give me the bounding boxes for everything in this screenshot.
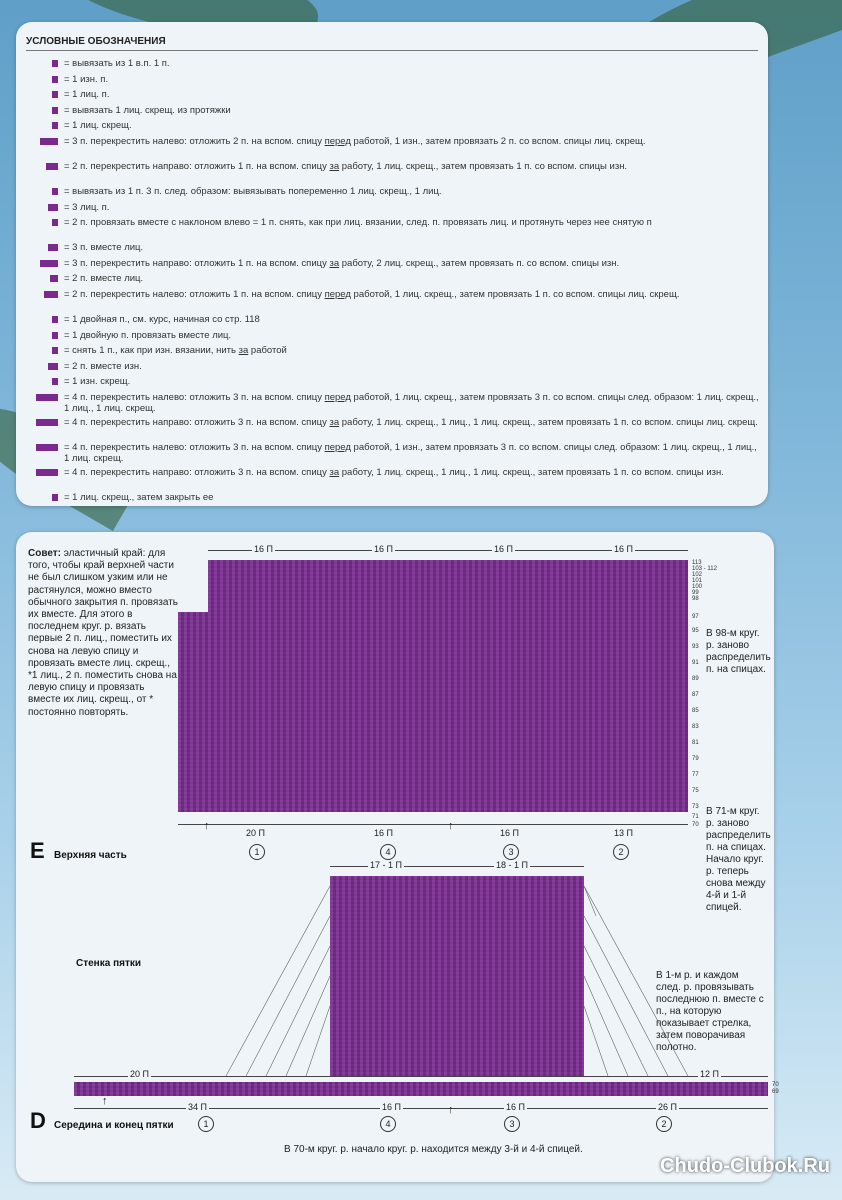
chart-e-row-number: 99 — [692, 590, 699, 596]
chart-d-title: Середина и конец пятки — [54, 1120, 174, 1131]
chart-d-top-dim: 12 П — [700, 1069, 719, 1079]
stitch-symbol-icon — [50, 275, 58, 282]
tip-label: Совет: — [28, 548, 62, 559]
chart-e-row-number: 101 — [692, 578, 703, 584]
chart-d-start-arrow-icon: ↑ — [102, 1095, 108, 1107]
legend-item-text: = 3 п. перекрестить налево: отложить 2 п. на вспом. спицу перед работой, 1 изн., затем провязать 2 п. со вспом. спицы лиц. скрещ. — [64, 136, 646, 147]
stitch-symbol-icon — [52, 316, 58, 323]
chart-e-bottom-dim: 13 П — [614, 828, 633, 838]
stitch-symbol-icon — [52, 107, 58, 114]
chart-e-title: Верхняя часть — [54, 850, 127, 861]
chart-e-row-number: 113 — [692, 560, 702, 566]
legend-item-text: = 1 лиц. скрещ., затем закрыть ее — [64, 492, 214, 503]
footnote: В 70-м круг. р. начало круг. р. находится между 3-й и 4-й спицей. — [284, 1144, 583, 1155]
chart-e-row-number: 71 — [692, 814, 699, 820]
chart-e-bottom-dim: 16 П — [374, 828, 393, 838]
chart-e-row-number: 98 — [692, 596, 699, 602]
legend-item-text: = 1 лиц. скрещ. — [64, 120, 132, 132]
chart-d-bottom-dim: 34 П — [188, 1102, 207, 1112]
chart-d-top-dim: 20 П — [130, 1069, 149, 1079]
chart-e-row-number: 85 — [692, 708, 699, 714]
legend-item-text: = 4 п. перекрестить налево: отложить 3 п. на вспом. спицу перед работой, 1 лиц. скрещ., затем провязать 3 п. со вспом. спицы след. образом: 1 лиц. скрещ., 1 лиц., 1 лиц. скрещ. — [64, 392, 759, 414]
stitch-symbol-icon — [36, 469, 58, 476]
chart-e-row-number: 87 — [692, 692, 699, 698]
chart-d-needle-label: 2 — [656, 1116, 672, 1132]
chart-e-bottom-dim: 20 П — [246, 828, 265, 838]
chart-d-letter: D — [30, 1108, 46, 1133]
chart-e-start-arrow-icon: ↑ — [204, 820, 210, 832]
chart-d-row-number: 69 — [772, 1089, 779, 1095]
legend-item-text: = вывязать 1 лиц. скрещ. из протяжки — [64, 104, 231, 116]
legend-title: УСЛОВНЫЕ ОБОЗНАЧЕНИЯ — [26, 36, 166, 47]
chart-e-bottom-dim: 16 П — [500, 828, 519, 838]
legend-item-text: = 1 изн. скрещ. — [64, 376, 131, 388]
chart-e-top-dim: 16 П — [374, 544, 393, 554]
stitch-symbol-icon — [52, 494, 58, 501]
stitch-symbol-icon — [52, 76, 58, 83]
chart-e-row-number: 91 — [692, 660, 699, 666]
chart-e-needle-label: 3 — [503, 844, 519, 860]
heel-wall-note: В 1-м р. и каждом след. р. провязывать последнюю п. вместе с п., на которую показывает стрелка, затем поворачивая полотно. — [656, 970, 764, 1053]
stitch-symbol-icon — [52, 60, 58, 67]
chart-e-row-number: 79 — [692, 756, 699, 762]
charts-panel — [16, 532, 779, 1182]
chart-e-row-number: 83 — [692, 724, 699, 730]
chart-e-row-number: 89 — [692, 676, 699, 682]
chart-d-top-dimension-line — [74, 1076, 768, 1077]
legend-item-text: = 4 п. перекрестить направо: отложить 3 п. на вспом. спицу за работу, 1 лиц. скрещ., 1 лиц., 1 лиц. скрещ., затем провязать 1 п. со вспом. спицы изн. — [64, 467, 724, 478]
chart-e-bottom-dimension-line — [178, 824, 688, 825]
chart-e-row-number: 93 — [692, 644, 699, 650]
legend-item-text: = 1 изн. п. — [64, 73, 109, 85]
chart-d-needle-label: 1 — [198, 1116, 214, 1132]
legend-item-text: = 2 п. перекрестить налево: отложить 1 п. на вспом. спицу перед работой, 1 лиц. скрещ., затем провязать 1 п. со вспом. спицы лиц. скрещ. — [64, 289, 680, 300]
chart-d-gap — [454, 1077, 584, 1082]
tip-text — [28, 548, 178, 719]
legend-item-text: = 4 п. перекрестить налево: отложить 3 п. на вспом. спицу перед работой, 1 изн., затем провязать 3 п. со вспом. спицы след. образом: 1 лиц. скрещ., 1 лиц., 1 лиц. скрещ. — [64, 442, 757, 464]
chart-d-row-number: 70 — [772, 1082, 779, 1088]
tip-body: эластичный край: для того, чтобы край верхней части не был слишком узким или не растянулся, можно вместо обычного закрытия п. провязать их вместе. Для этого в последнем круг. р. вязать первые 2 п. лиц., поместить их снова на левую спицу и провязать вместе лиц. скрещ., *1 лиц., 2 п. поместить снова на левую спицу и провязать вместе их лиц. скрещ., от * постоянно повторять. — [28, 548, 179, 718]
heel-top-dim: 17 - 1 П — [370, 860, 402, 870]
chart-d-needle-label: 4 — [380, 1116, 396, 1132]
stitch-symbol-icon — [52, 122, 58, 129]
legend-item-text: = вывязать из 1 в.п. 1 п. — [64, 58, 170, 69]
legend-item-text: = 2 п. перекрестить направо: отложить 1 п. на вспом. спицу за работу, 1 лиц. скрещ., затем провязать 1 п. со вспом. спицы изн. — [64, 161, 628, 172]
heel-wall-title: Стенка пятки — [76, 958, 141, 969]
heel-wall-guide-lines — [216, 876, 596, 1086]
stitch-symbol-icon — [52, 219, 58, 226]
legend-item-text: = 4 п. перекрестить направо: отложить 3 п. на вспом. спицу за работу, 1 лиц. скрещ., 1 лиц., 1 лиц. скрещ., затем провязать 1 п. со вспом. спицы лиц. скрещ. — [64, 417, 758, 428]
legend-divider — [26, 50, 758, 51]
chart-e-row-number: 97 — [692, 614, 699, 620]
stitch-symbol-icon — [52, 91, 58, 98]
stitch-symbol-icon — [52, 188, 58, 195]
chart-e-grid-body — [178, 612, 688, 812]
stitch-symbol-icon — [48, 363, 58, 370]
chart-e-row-number: 77 — [692, 772, 699, 778]
chart-e-needle-label: 1 — [249, 844, 265, 860]
stitch-symbol-icon — [52, 378, 58, 385]
chart-d-needle-label: 3 — [504, 1116, 520, 1132]
chart-e-top-dim: 16 П — [614, 544, 633, 554]
legend-item-text: = 2 п. вместе лиц. — [64, 273, 144, 285]
chart-e-row-number: 81 — [692, 740, 699, 746]
chart-d-bottom-dim: 26 П — [658, 1102, 677, 1112]
stitch-symbol-icon — [40, 138, 58, 145]
stitch-symbol-icon — [48, 244, 58, 251]
stitch-symbol-icon — [48, 204, 58, 211]
legend-item-text: = снять 1 п., как при изн. вязании, нить за работой — [64, 345, 287, 357]
legend-item-text: = 2 п. провязать вместе с наклоном влево = 1 п. снять, как при лиц. вязании, след. п. провязать лиц. и протянуть через нее снятую п — [64, 217, 652, 229]
stitch-symbol-icon — [36, 444, 58, 451]
legend-item-text: = 3 п. перекрестить направо: отложить 1 п. на вспом. спицу за работу, 2 лиц. скрещ., затем провязать п. со вспом. спицы изн. — [64, 257, 620, 269]
stitch-symbol-icon — [52, 332, 58, 339]
chart-d-bottom-dim: 16 П — [506, 1102, 525, 1112]
stitch-symbol-icon — [44, 291, 58, 298]
chart-e-top-dim: 16 П — [254, 544, 273, 554]
chart-e-row-number: 75 — [692, 788, 699, 794]
chart-d-bottom-dim: 16 П — [382, 1102, 401, 1112]
chart-e-row-number: 73 — [692, 804, 699, 810]
legend-item-text: = 3 лиц. п. — [64, 201, 110, 213]
legend-item-text: = 1 двойная п., см. курс, начиная со стр. 118 — [64, 314, 260, 325]
chart-d-center-arrow-icon: ↑ — [448, 1104, 454, 1116]
chart-e-row-number: 103 - 112 — [692, 566, 717, 572]
heel-top-dim: 18 - 1 П — [496, 860, 528, 870]
brand-watermark: Chudo-Clubok.Ru — [660, 1155, 830, 1177]
chart-e-row-number: 102 — [692, 572, 703, 578]
chart-e-grid-top — [208, 560, 688, 612]
chart-e-row-number: 70 — [692, 822, 699, 828]
legend-item-text: = 2 п. вместе изн. — [64, 360, 142, 372]
chart-e-letter: E — [30, 838, 45, 863]
chart-e-note-98: В 98-м круг. р. заново распределить п. на спицах. — [706, 628, 771, 675]
legend-item-text: = 1 лиц. п. — [64, 89, 110, 101]
chart-e-needle-label: 2 — [613, 844, 629, 860]
chart-e-row-number: 100 — [692, 584, 703, 590]
legend-item-text: = 1 двойную п. провязать вместе лиц. — [64, 329, 232, 341]
chart-e-note-71: В 71-м круг. р. заново распределить п. на спицах. Начало круг. р. теперь снова между 4-й и 1-й спицей. — [706, 806, 771, 913]
stitch-symbol-icon — [46, 163, 58, 170]
chart-e-center-arrow-icon: ↑ — [448, 820, 454, 832]
stitch-symbol-icon — [36, 394, 58, 401]
legend-item-text: = 3 п. вместе лиц. — [64, 242, 144, 254]
stitch-symbol-icon — [40, 260, 58, 267]
legend-item-text: = вывязать из 1 п. 3 п. след. образом: вывязывать попеременно 1 лиц. скрещ., 1 лиц. — [64, 186, 442, 197]
chart-e-top-dim: 16 П — [494, 544, 513, 554]
chart-d-grid — [74, 1082, 768, 1096]
chart-e-needle-label: 4 — [380, 844, 396, 860]
legend-panel — [16, 22, 768, 506]
stitch-symbol-icon — [36, 419, 58, 426]
stitch-symbol-icon — [52, 347, 58, 354]
chart-e-row-number: 95 — [692, 628, 699, 634]
